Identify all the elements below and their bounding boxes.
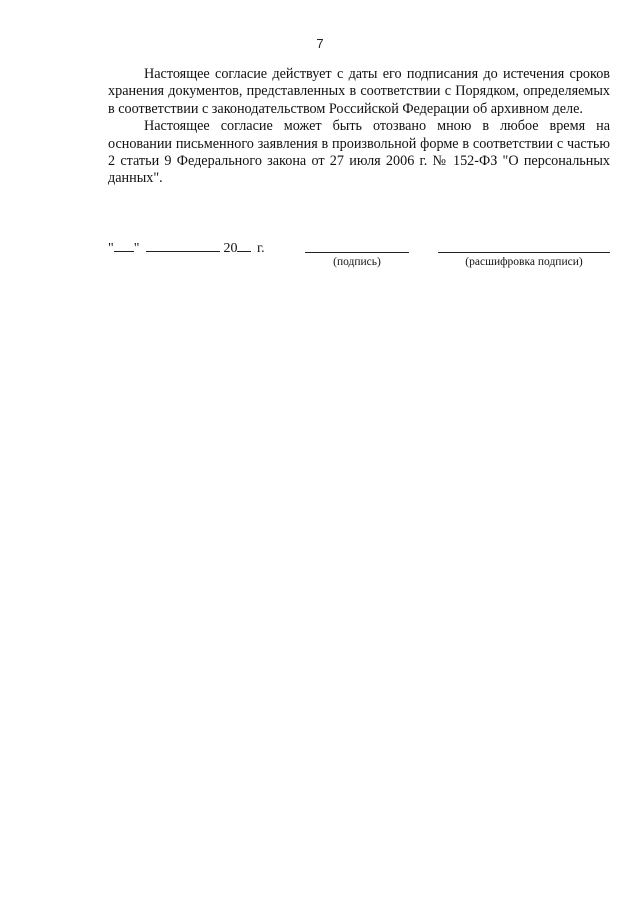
year-prefix: 20 [223, 241, 238, 256]
name-line [438, 252, 610, 253]
signature-caption: (подпись) [333, 256, 381, 268]
year-blank [237, 238, 251, 252]
year-suffix: г. [256, 241, 265, 256]
page-number: 7 [316, 36, 324, 51]
date-field [108, 238, 265, 257]
date-close-quote: " [133, 241, 140, 256]
signature-row [108, 238, 612, 278]
date-open-quote: " [108, 241, 114, 256]
name-caption: (расшифровка подписи) [465, 256, 583, 268]
document-body [108, 66, 610, 188]
day-blank [114, 238, 134, 252]
paragraph-consent-revocation: Настоящее согласие может быть отозвано мною в любое время на основании письменного заявления в произвольной форме в соответствии с частью 2 статьи 9 Федерального закона от 27 июля 2006 г. № 152-ФЗ "О персональных данных". [108, 118, 610, 187]
month-blank [146, 238, 220, 252]
signature-line [305, 252, 409, 253]
paragraph-consent-validity: Настоящее согласие действует с даты его подписания до истечения сроков хранения документов, представленных в соответствии с Порядком, определяемых в соответствии с законодательством Российской Федерации об архивном деле. [108, 66, 610, 117]
